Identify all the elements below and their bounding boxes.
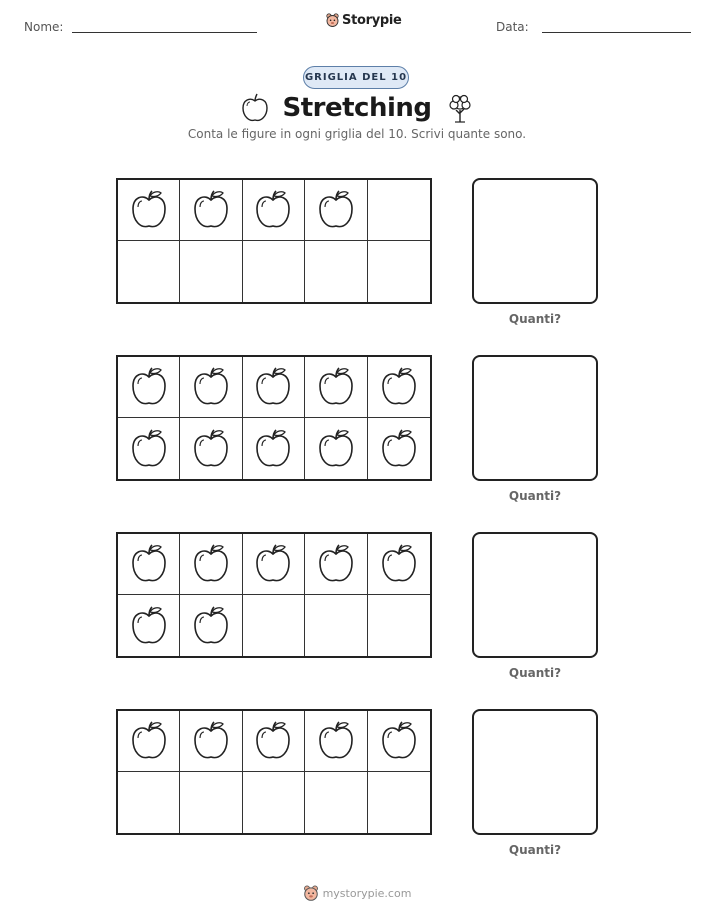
apple-icon — [253, 188, 293, 232]
frame-cell — [305, 595, 367, 656]
answer-box[interactable] — [472, 355, 598, 481]
apple-icon — [129, 365, 169, 409]
answer-box[interactable] — [472, 532, 598, 658]
answer-label: Quanti? — [508, 666, 562, 680]
mascot-icon — [326, 13, 339, 28]
page-title: Stretching — [282, 93, 432, 123]
apple-icon — [241, 92, 269, 124]
instructions: Conta le figure in ogni griglia del 10. Scrivi quante sono. — [187, 127, 527, 141]
apple-icon — [253, 427, 293, 471]
ten-frame — [116, 532, 432, 658]
apple-icon — [253, 542, 293, 586]
apple-icon — [316, 188, 356, 232]
apple-icon — [129, 427, 169, 471]
frame-cell — [368, 595, 430, 656]
brand-name: Storypie — [342, 13, 402, 28]
frame-cell — [180, 180, 242, 241]
frame-cell — [368, 711, 430, 772]
title-row — [0, 90, 714, 126]
apple-icon — [379, 427, 419, 471]
frame-cell — [368, 418, 430, 479]
frame-cell — [305, 418, 367, 479]
frame-cell — [180, 357, 242, 418]
apple-icon — [253, 365, 293, 409]
frame-cell — [305, 241, 367, 302]
frame-cell — [118, 711, 180, 772]
apple-icon — [379, 719, 419, 763]
apple-icon — [129, 188, 169, 232]
brand-logo — [326, 13, 402, 28]
apple-icon — [191, 365, 231, 409]
apple-icon — [316, 427, 356, 471]
frame-cell — [305, 357, 367, 418]
frame-cell — [305, 180, 367, 241]
tree-icon — [446, 92, 474, 124]
apple-icon — [129, 542, 169, 586]
ten-frame — [116, 355, 432, 481]
answer-label: Quanti? — [508, 843, 562, 857]
frame-cell — [243, 241, 305, 302]
apple-icon — [316, 365, 356, 409]
frame-cell — [368, 357, 430, 418]
frame-cell — [118, 772, 180, 833]
date-line[interactable] — [542, 32, 691, 33]
frame-cell — [118, 180, 180, 241]
apple-icon — [129, 604, 169, 648]
frame-cell — [243, 772, 305, 833]
apple-icon — [129, 719, 169, 763]
frame-cell — [180, 534, 242, 595]
frame-cell — [243, 180, 305, 241]
frame-cell — [243, 595, 305, 656]
apple-icon — [316, 719, 356, 763]
apple-icon — [379, 542, 419, 586]
frame-cell — [118, 357, 180, 418]
ten-frame — [116, 178, 432, 304]
frame-cell — [180, 772, 242, 833]
apple-icon — [191, 427, 231, 471]
apple-icon — [191, 188, 231, 232]
frame-cell — [180, 418, 242, 479]
frame-cell — [243, 357, 305, 418]
frame-cell — [243, 711, 305, 772]
frame-cell — [118, 418, 180, 479]
answer-label: Quanti? — [508, 312, 562, 326]
footer — [0, 885, 714, 902]
frame-cell — [305, 711, 367, 772]
frame-cell — [305, 534, 367, 595]
footer-url: mystorypie.com — [322, 887, 412, 900]
answer-box[interactable] — [472, 709, 598, 835]
frame-cell — [180, 241, 242, 302]
apple-icon — [191, 604, 231, 648]
apple-icon — [191, 719, 231, 763]
frame-cell — [180, 595, 242, 656]
frame-cell — [368, 534, 430, 595]
mascot-icon — [303, 885, 319, 902]
apple-icon — [191, 542, 231, 586]
worksheet-badge: GRIGLIA DEL 10 — [303, 66, 409, 89]
answer-label: Quanti? — [508, 489, 562, 503]
apple-icon — [253, 719, 293, 763]
frame-cell — [368, 772, 430, 833]
name-label: Nome: — [24, 20, 64, 34]
frame-cell — [118, 241, 180, 302]
apple-icon — [379, 365, 419, 409]
name-line[interactable] — [72, 32, 257, 33]
frame-cell — [118, 534, 180, 595]
frame-cell — [180, 711, 242, 772]
frame-cell — [243, 534, 305, 595]
frame-cell — [368, 180, 430, 241]
date-label: Data: — [496, 20, 529, 34]
answer-box[interactable] — [472, 178, 598, 304]
ten-frame — [116, 709, 432, 835]
frame-cell — [305, 772, 367, 833]
apple-icon — [316, 542, 356, 586]
frame-cell — [118, 595, 180, 656]
frame-cell — [368, 241, 430, 302]
frame-cell — [243, 418, 305, 479]
